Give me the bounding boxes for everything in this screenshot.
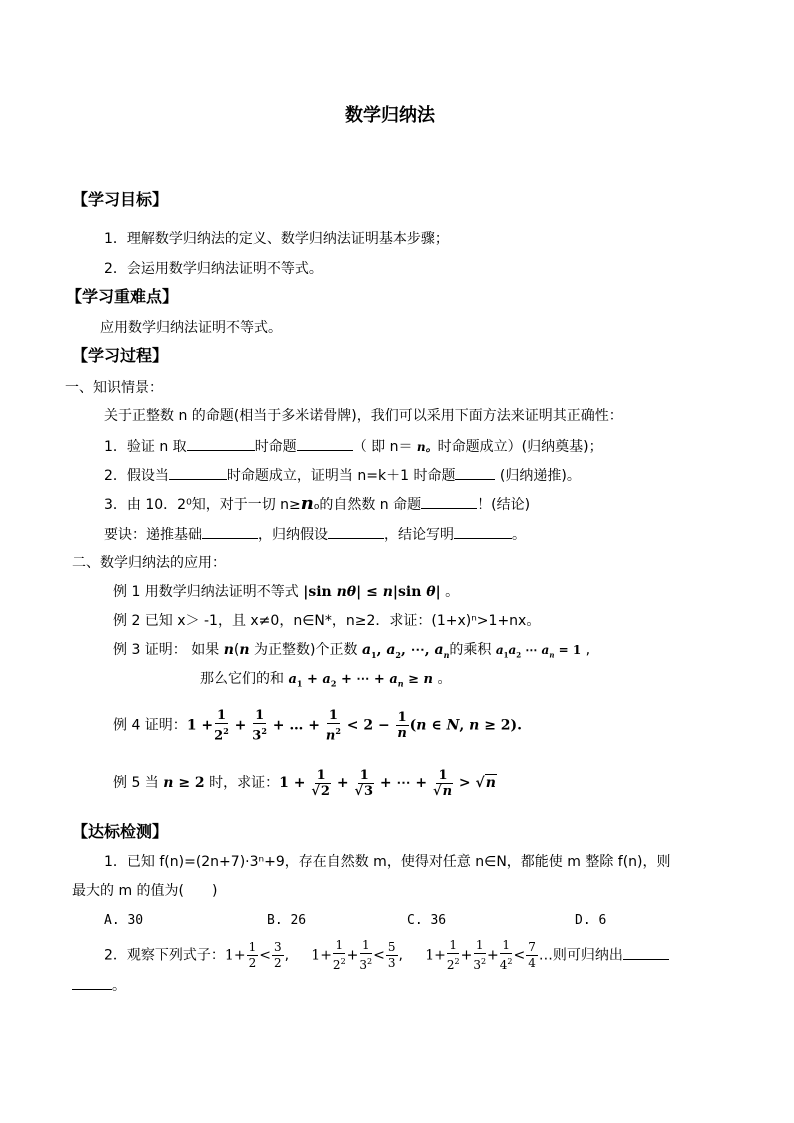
blank-tips-3[interactable] <box>454 524 512 539</box>
option-a[interactable]: A. 30 <box>104 913 144 928</box>
step-1: 1．验证 n 取 时命题 （ 即 n＝ n。时命题成立）(归纳奠基)； <box>104 436 603 457</box>
blank-step2-a[interactable] <box>169 465 227 480</box>
option-c[interactable]: C. 36 <box>407 913 447 928</box>
goals-heading: 【学习目标】 <box>72 190 169 209</box>
goal-item-2: 2．会运用数学归纳法证明不等式。 <box>104 261 323 277</box>
check-heading: 【达标检测】 <box>72 822 169 841</box>
example-1: 例 1 用数学归纳法证明不等式 |sin nθ| ≤ n|sin θ| 。 <box>113 584 460 600</box>
blank-tips-2[interactable] <box>328 524 384 539</box>
part2-label: 二、数学归纳法的应用： <box>72 555 226 571</box>
blank-q2-a[interactable] <box>623 945 669 960</box>
blank-step3[interactable] <box>421 494 477 509</box>
process-heading: 【学习过程】 <box>72 346 169 365</box>
step-3: 3．由 10．2⁰知，对于一切 n≥no的自然数 n 命题 ！(结论) <box>104 493 531 514</box>
blank-tips-1[interactable] <box>202 524 258 539</box>
step-2: 2．假设当 时命题成立，证明当 n=k＋1 时命题 (归纳递推)。 <box>104 465 581 486</box>
ex1-formula: |sin nθ| ≤ n|sin θ| <box>303 584 441 600</box>
key-text: 应用数学归纳法证明不等式。 <box>100 320 282 336</box>
goal-item-1: 1．理解数学归纳法的定义、数学归纳法证明基本步骤； <box>104 231 449 247</box>
page-title: 数学归纳法 <box>345 105 435 126</box>
key-heading: 【学习重难点】 <box>66 287 179 306</box>
question-2-line-2: 。 <box>72 975 126 996</box>
question-1-line-2: 最大的 m 的值为( ) <box>72 883 218 899</box>
blank-step1-prop[interactable] <box>297 436 353 451</box>
blank-q2-b[interactable] <box>72 975 112 990</box>
blank-step1-n[interactable] <box>187 436 255 451</box>
option-b[interactable]: B. 26 <box>267 913 307 928</box>
part1-label: 一、知识情景： <box>65 380 163 396</box>
part1-intro: 关于正整数 n 的命题(相当于多米诺骨牌)，我们可以采用下面方法来证明其正确性： <box>104 408 623 424</box>
tips-line: 要诀：递推基础 ，归纳假设 ，结论写明 。 <box>104 524 526 545</box>
question-2: 2．观察下列式子：1+ $\frac{1}{2}$ < $\frac{3}{2}$ , 1+ $\frac{1}{2^2}$ + $\frac{1}{3^2}$ < $\frac{5}{3}$ , 1+ $\frac{1}{2^2}$ + $\frac{1}{3^2}$ + $\frac{1}{4^2}$ < $\frac{7}{4}$ …则可归纳出 <box>104 938 669 973</box>
example-3-line-2: 那么它们的和 $a_1 + a_2$ + ⋯ + $a_n \ge n$ 。 <box>200 671 452 689</box>
example-4: 例 4 证明：1 + $\frac{1}{2^2}$ + $\frac{1}{3^2}$ + … + $\frac{1}{n^2}$ < 2 − $\frac{1}{n}$ (n ∈ N, n ≥ 2). <box>113 708 523 744</box>
example-2: 例 2 已知 x＞ -1，且 x≠0，n∈N*，n≥2．求证：(1+x)ⁿ>1+nx。 <box>113 613 541 629</box>
example-3: 例 3 证明： 如果 n(n 为正整数)个正数 $a_1$, $a_2$, ⋯, $a_n$的乘积 $a_1a_2$ ⋯ $a_n = 1$ , <box>113 642 591 660</box>
example-5: 例 5 当 n ≥ 2 时，求证：1 + $\frac{1}{√2}$ + $\frac{1}{√3}$ + ⋯ + $\frac{1}{√n}$ > √n <box>113 767 496 799</box>
blank-step2-b[interactable] <box>455 465 495 480</box>
question-1-line-1: 1．已知 f(n)=(2n+7)·3ⁿ+9，存在自然数 m，使得对任意 n∈N，都能使 m 整除 f(n)，则 <box>104 854 671 870</box>
option-d[interactable]: D. 6 <box>575 913 607 928</box>
